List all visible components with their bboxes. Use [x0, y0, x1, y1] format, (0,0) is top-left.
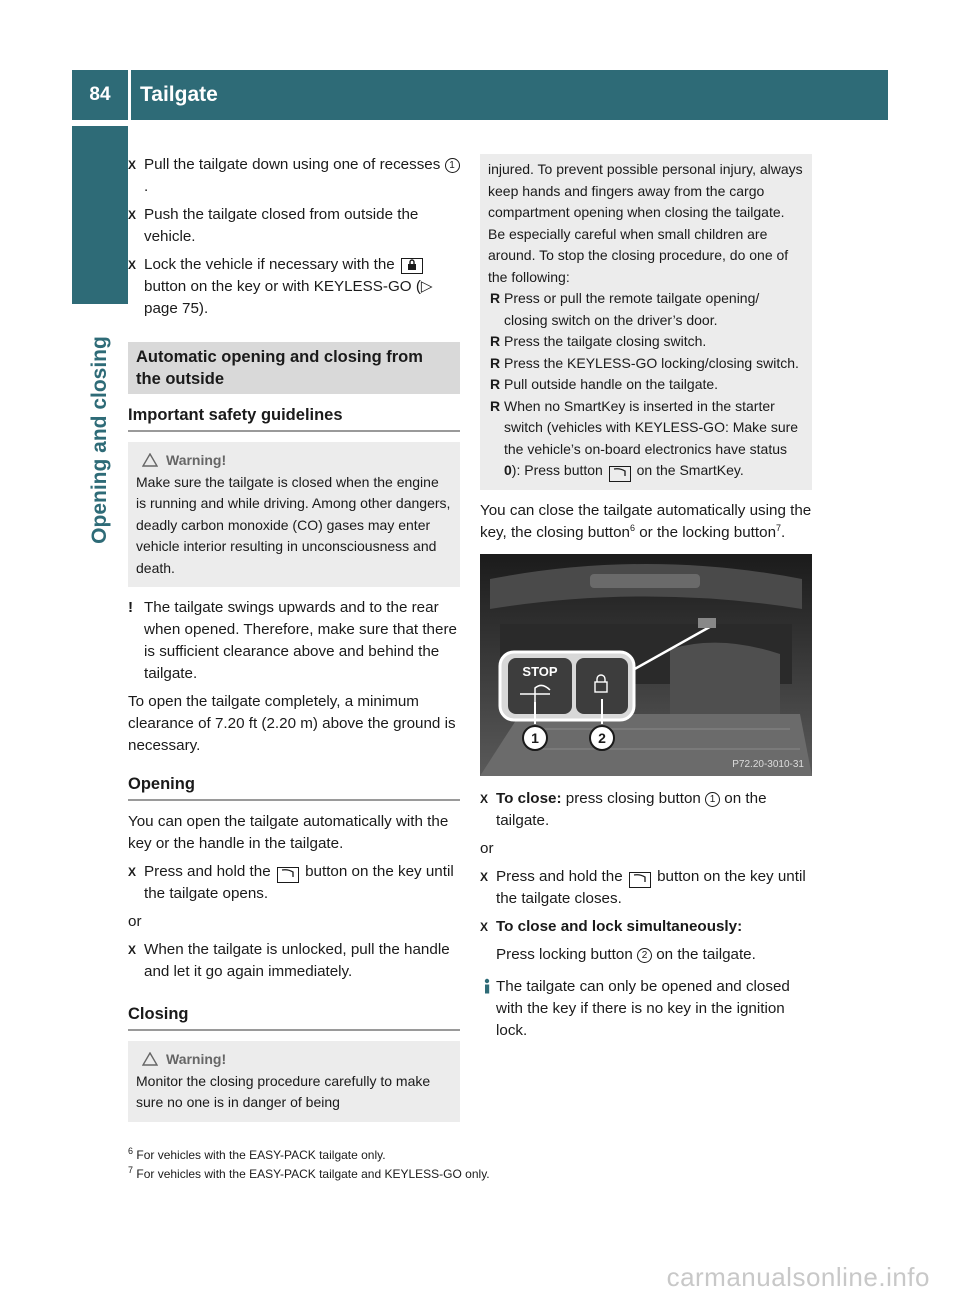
info-icon [480, 978, 494, 994]
stop-option: R Press the KEYLESS-GO locking/closing switch. [490, 354, 799, 371]
tailgate-switch-photo [480, 554, 812, 776]
callout-2-label: 2 [598, 730, 606, 746]
caution-note: ! The tailgate swings upwards and to the rear when opened. Therefore, make sure that there is sufficient clearance above and behind the tailgate. [128, 599, 457, 682]
step-arrow-icon: X [480, 920, 489, 934]
step-press-hold-close: X Press and hold the button on the key until the tailgate closes. [480, 868, 806, 907]
warning-title: Warning! [142, 1049, 452, 1071]
right-column [480, 154, 812, 1048]
tailgate-key-icon [609, 466, 631, 482]
step-arrow-icon: X [128, 865, 137, 879]
footnote-6: $^6$ For vehicles with the EASY-PACK tailgate only. [128, 1146, 386, 1162]
opening-heading: Opening [128, 763, 460, 801]
step-arrow-icon: X [128, 208, 137, 222]
tailgate-key-icon [629, 872, 651, 888]
safety-heading: Important safety guidelines [128, 394, 460, 432]
warning-box-2 [128, 1041, 460, 1122]
step-push-tailgate: X Push the tailgate closed from outside the vehicle. [128, 206, 419, 245]
switch-panel-callout [500, 652, 634, 724]
section-title: Automatic opening and closing from the outside [128, 342, 460, 394]
step-arrow-icon: X [480, 870, 489, 884]
header-separator [128, 70, 131, 120]
callout-1-icon: 1 [705, 792, 720, 807]
stop-option: R When no SmartKey is inserted in the starter switch (vehicles with KEYLESS-GO: Make sure the vehicle’s on-board electronics have status 0): Press button on the SmartKey. [488, 396, 804, 483]
figure-code: P72.20-3010-31 [732, 759, 804, 770]
page-title: Tailgate [140, 83, 218, 106]
warning-continued-text: injured. To prevent possible personal injury, always keep hands and fingers away from the cargo compartment opening when closing the tailgate. Be especially careful when small children are around. To stop the closing procedure, do one of the following: [488, 161, 803, 285]
watermark: carmanualsonline.info [666, 1262, 930, 1292]
step-arrow-icon: X [480, 792, 489, 806]
lock-key-icon [401, 258, 423, 274]
side-tab-block [72, 126, 128, 304]
stop-option: R Press the tailgate closing switch. [490, 333, 707, 349]
step-arrow-icon: X [128, 943, 137, 957]
callout-1-label: 1 [531, 730, 539, 746]
page-header [72, 70, 888, 120]
warning-body: Monitor the closing procedure carefully to make sure no one is in danger of being [136, 1072, 431, 1110]
step-pull-tailgate: X Pull the tailgate down using one of recesses 1. [128, 154, 460, 198]
step-to-close: X To close: press closing button 1 on the tailgate. [480, 790, 767, 829]
warning-box-1 [128, 442, 460, 587]
left-column [128, 154, 460, 1132]
footnotes [128, 1146, 828, 1184]
tailgate-key-icon [277, 867, 299, 883]
step-close-and-lock: X To close and lock simultaneously: [480, 916, 812, 938]
stop-option: R Press or pull the remote tailgate opening/ closing switch on the driver’s door. [490, 290, 760, 328]
auto-close-text: You can close the tailgate automatically using the key, the closing button$^6$ or the locking button$^7$. [480, 502, 812, 541]
or-separator: or [128, 913, 142, 930]
info-note: The tailgate can only be opened and closed with the key if there is no key in the ignition lock. [480, 976, 812, 1042]
warning-triangle-icon [142, 452, 158, 474]
warning-box-continued [480, 154, 812, 490]
opening-intro: You can open the tailgate automatically with the key or the handle in the tailgate. [128, 813, 449, 852]
or-separator: or [480, 840, 494, 857]
closing-heading: Closing [128, 993, 460, 1031]
footnote-7: $^7$ For vehicles with the EASY-PACK tailgate and KEYLESS-GO only. [128, 1165, 490, 1181]
stop-label: STOP [522, 664, 558, 679]
clearance-text: To open the tailgate completely, a minimum clearance of 7.20 ft (2.20 m) above the ground is necessary. [128, 693, 456, 754]
page-number: 84 [89, 84, 111, 105]
warning-body: Make sure the tailgate is closed when the engine is running and while driving. Among other dangers, deadly carbon monoxide (CO) gases may enter vehicle interior resulting in unconsciousness and death. [136, 473, 451, 576]
side-tab-label: Opening and closing [88, 336, 111, 544]
step-pull-handle: X When the tailgate is unlocked, pull the handle and let it go again immediately. [128, 941, 450, 980]
stop-option: R Pull outside handle on the tailgate. [490, 376, 719, 392]
step-arrow-icon: X [128, 158, 137, 172]
warning-title: Warning! [142, 450, 452, 472]
caution-icon: ! [128, 599, 134, 616]
callout-1-icon: 1 [445, 158, 460, 173]
step-press-hold-open: X Press and hold the button on the key until the tailgate opens. [128, 863, 454, 902]
close-lock-detail: Press locking button 2 on the tailgate. [496, 946, 756, 963]
warning-triangle-icon [142, 1051, 158, 1073]
callout-2-icon: 2 [637, 948, 652, 963]
step-arrow-icon: X [128, 258, 137, 272]
step-lock-vehicle: X Lock the vehicle if necessary with the button on the key or with KEYLESS-GO (▷ page 75). [128, 256, 433, 317]
